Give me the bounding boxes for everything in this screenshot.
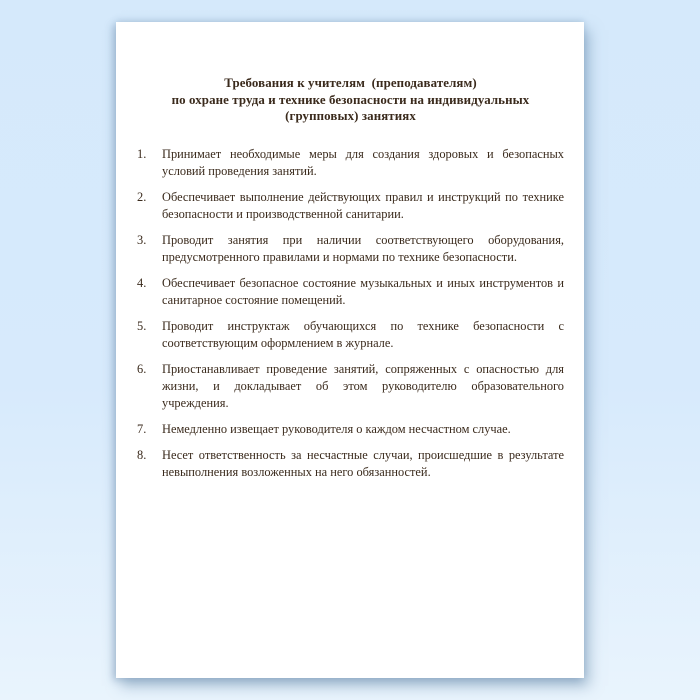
list-item	[137, 318, 564, 352]
title-line-1: Требования к учителям (преподавателям)	[224, 76, 477, 90]
list-item	[137, 275, 564, 309]
title-line-2: по охране труда и технике безопасности на индивидуальных	[171, 92, 530, 107]
item-text: Обеспечивает безопасное состояние музыкальных и иных инструментов и санитарное состояние помещений.	[162, 275, 564, 307]
list-item	[137, 189, 564, 223]
list-item	[137, 421, 564, 438]
item-number: 1.	[137, 146, 147, 161]
document-page	[116, 22, 584, 678]
item-text: Проводит занятия при наличии соответствующего оборудования, предусмотренного правилами и нормами по технике безопасности.	[162, 232, 564, 264]
item-number: 8.	[137, 447, 147, 462]
title-line-3: (групповых) занятиях	[285, 109, 416, 123]
item-text: Обеспечивает выполнение действующих правил и инструкций по технике безопасности и производственной санитарии.	[162, 189, 564, 221]
item-text: Приостанавливает проведение занятий, сопряженных с опасностью для жизни, и докладывает об этом руководителю образовательного учреждения.	[162, 361, 564, 410]
requirements-list	[137, 146, 564, 481]
item-text: Немедленно извещает руководителя о каждом несчастном случае.	[162, 421, 511, 436]
item-number: 4.	[137, 275, 147, 290]
item-text: Проводит инструктаж обучающихся по технике безопасности с соответствующим оформлением в журнале.	[162, 318, 564, 350]
document-title	[137, 75, 564, 125]
item-number: 6.	[137, 361, 147, 376]
item-number: 3.	[137, 232, 147, 247]
list-item	[137, 447, 564, 481]
item-number: 5.	[137, 318, 147, 333]
item-text: Принимает необходимые меры для создания здоровых и безопасных условий проведения занятий.	[162, 146, 564, 178]
list-item	[137, 361, 564, 412]
list-item	[137, 232, 564, 266]
list-item	[137, 146, 564, 180]
item-number: 2.	[137, 189, 147, 204]
item-text: Несет ответственность за несчастные случаи, происшедшие в результате невыполнения возложенных на него обязанностей.	[162, 447, 564, 479]
item-number: 7.	[137, 421, 147, 436]
